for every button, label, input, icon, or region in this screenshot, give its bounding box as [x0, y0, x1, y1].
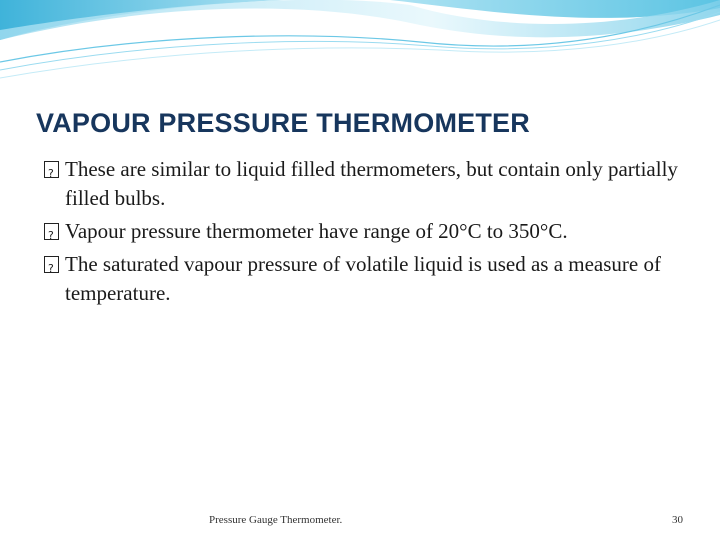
missing-glyph-icon: [44, 161, 59, 178]
page-number: 30: [672, 514, 683, 526]
bullet-item: [44, 250, 694, 308]
bullet-item: [44, 217, 694, 246]
missing-glyph-icon: [44, 256, 59, 273]
bullet-text: The saturated vapour pressure of volatile liquid is used as a measure of temperature.: [65, 252, 661, 305]
bullet-text: Vapour pressure thermometer have range of 20°C to 350°C.: [65, 219, 568, 243]
slide-footer: Pressure Gauge Thermometer.: [209, 514, 343, 526]
bullet-text: These are similar to liquid filled thermometers, but contain only partially filled bulbs.: [65, 157, 678, 210]
missing-glyph-icon: [44, 223, 59, 240]
bullet-item: [44, 155, 694, 213]
decorative-wave-header: [0, 0, 720, 90]
slide-title: VAPOUR PRESSURE THERMOMETER: [36, 108, 530, 138]
bullet-list: [44, 155, 694, 312]
